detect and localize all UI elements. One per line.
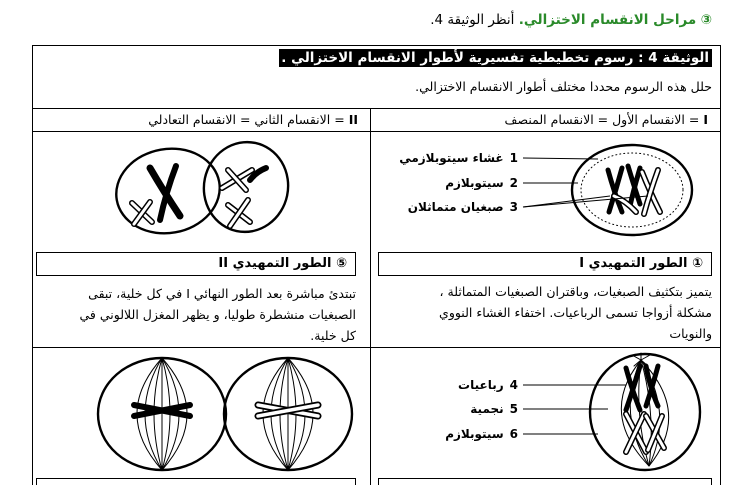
label-text: سيتوبلازم	[445, 427, 504, 441]
label-number: 3	[509, 200, 518, 214]
column-header-meiosis-ii	[148, 110, 358, 130]
section-title: مراحل الانقسام الاختزالي.	[518, 12, 697, 28]
divider	[32, 108, 721, 109]
document-title-text: الوثيقة 4 : رسوم تخطيطية تفسيرية لأطوار الانقسام الاختزالي .	[279, 49, 712, 67]
label-cell-membrane	[399, 150, 518, 166]
label-text: نجمية	[470, 402, 504, 416]
stage-description-prophase-i	[378, 281, 712, 344]
stage-title: الطور التمهيدي II	[218, 256, 332, 271]
column-numeral: I	[703, 112, 708, 127]
stage-title: الطور التمهيدي I	[579, 256, 688, 271]
divider	[32, 347, 721, 348]
stage-number-icon: ⑤	[335, 256, 347, 271]
column-divider	[370, 108, 371, 485]
column-label: = الانقسام الأول = الانقسام المنصف	[504, 112, 700, 127]
label-number: 2	[509, 176, 518, 190]
section-number-icon: ③	[700, 12, 712, 28]
stage-title-prophase-ii	[36, 252, 356, 276]
description-line: مشكلة أزواجا تسمى الرباعيات. اختفاء الغشاء النووي	[439, 305, 712, 320]
label-tetrads	[458, 377, 518, 393]
section-heading	[430, 10, 712, 30]
label-number: 4	[509, 378, 518, 392]
label-text: صبغيان متماثلان	[407, 200, 504, 214]
document-title	[279, 48, 712, 68]
label-homologous-chromosomes	[408, 199, 518, 215]
stage-title-prophase-i	[378, 252, 712, 276]
column-header-meiosis-i	[505, 110, 708, 130]
label-number: 5	[509, 402, 518, 416]
label-cytoplasm	[445, 175, 518, 191]
description-line: والنويات	[669, 326, 712, 341]
next-stage-box-left	[36, 478, 356, 485]
column-numeral: II	[348, 112, 358, 127]
divider	[32, 131, 721, 132]
label-text: سيتوبلازم	[445, 176, 504, 190]
label-aster	[470, 401, 518, 417]
label-text: غشاء سيتوبلازمي	[399, 151, 504, 165]
stage-description-prophase-ii	[36, 283, 356, 346]
description-line: الصبغيات منشطرة طوليا، و يظهر المغزل اللالوني في	[79, 307, 356, 322]
column-label: = الانقسام الثاني = الانقسام التعادلي	[148, 112, 345, 127]
label-number: 6	[509, 427, 518, 441]
label-number: 1	[509, 151, 518, 165]
description-line: يتميز بتكثيف الصبغيات، وباقتران الصبغيات المتماثلة ،	[439, 284, 712, 299]
description-line: كل خلية.	[310, 328, 356, 343]
description-line: تبتدئ مباشرة بعد الطور النهائي I في كل خلية، تبقى	[88, 286, 356, 301]
document-instruction: حلل هذه الرسوم محددا مختلف أطوار الانقسام الاختزالي.	[415, 79, 712, 94]
stage-number-icon: ①	[691, 256, 703, 271]
next-stage-box-right	[378, 478, 712, 485]
label-text: رباعيات	[458, 378, 504, 392]
label-cytoplasm-2	[445, 426, 518, 442]
section-reference: أنظر الوثيقة 4.	[430, 12, 515, 28]
